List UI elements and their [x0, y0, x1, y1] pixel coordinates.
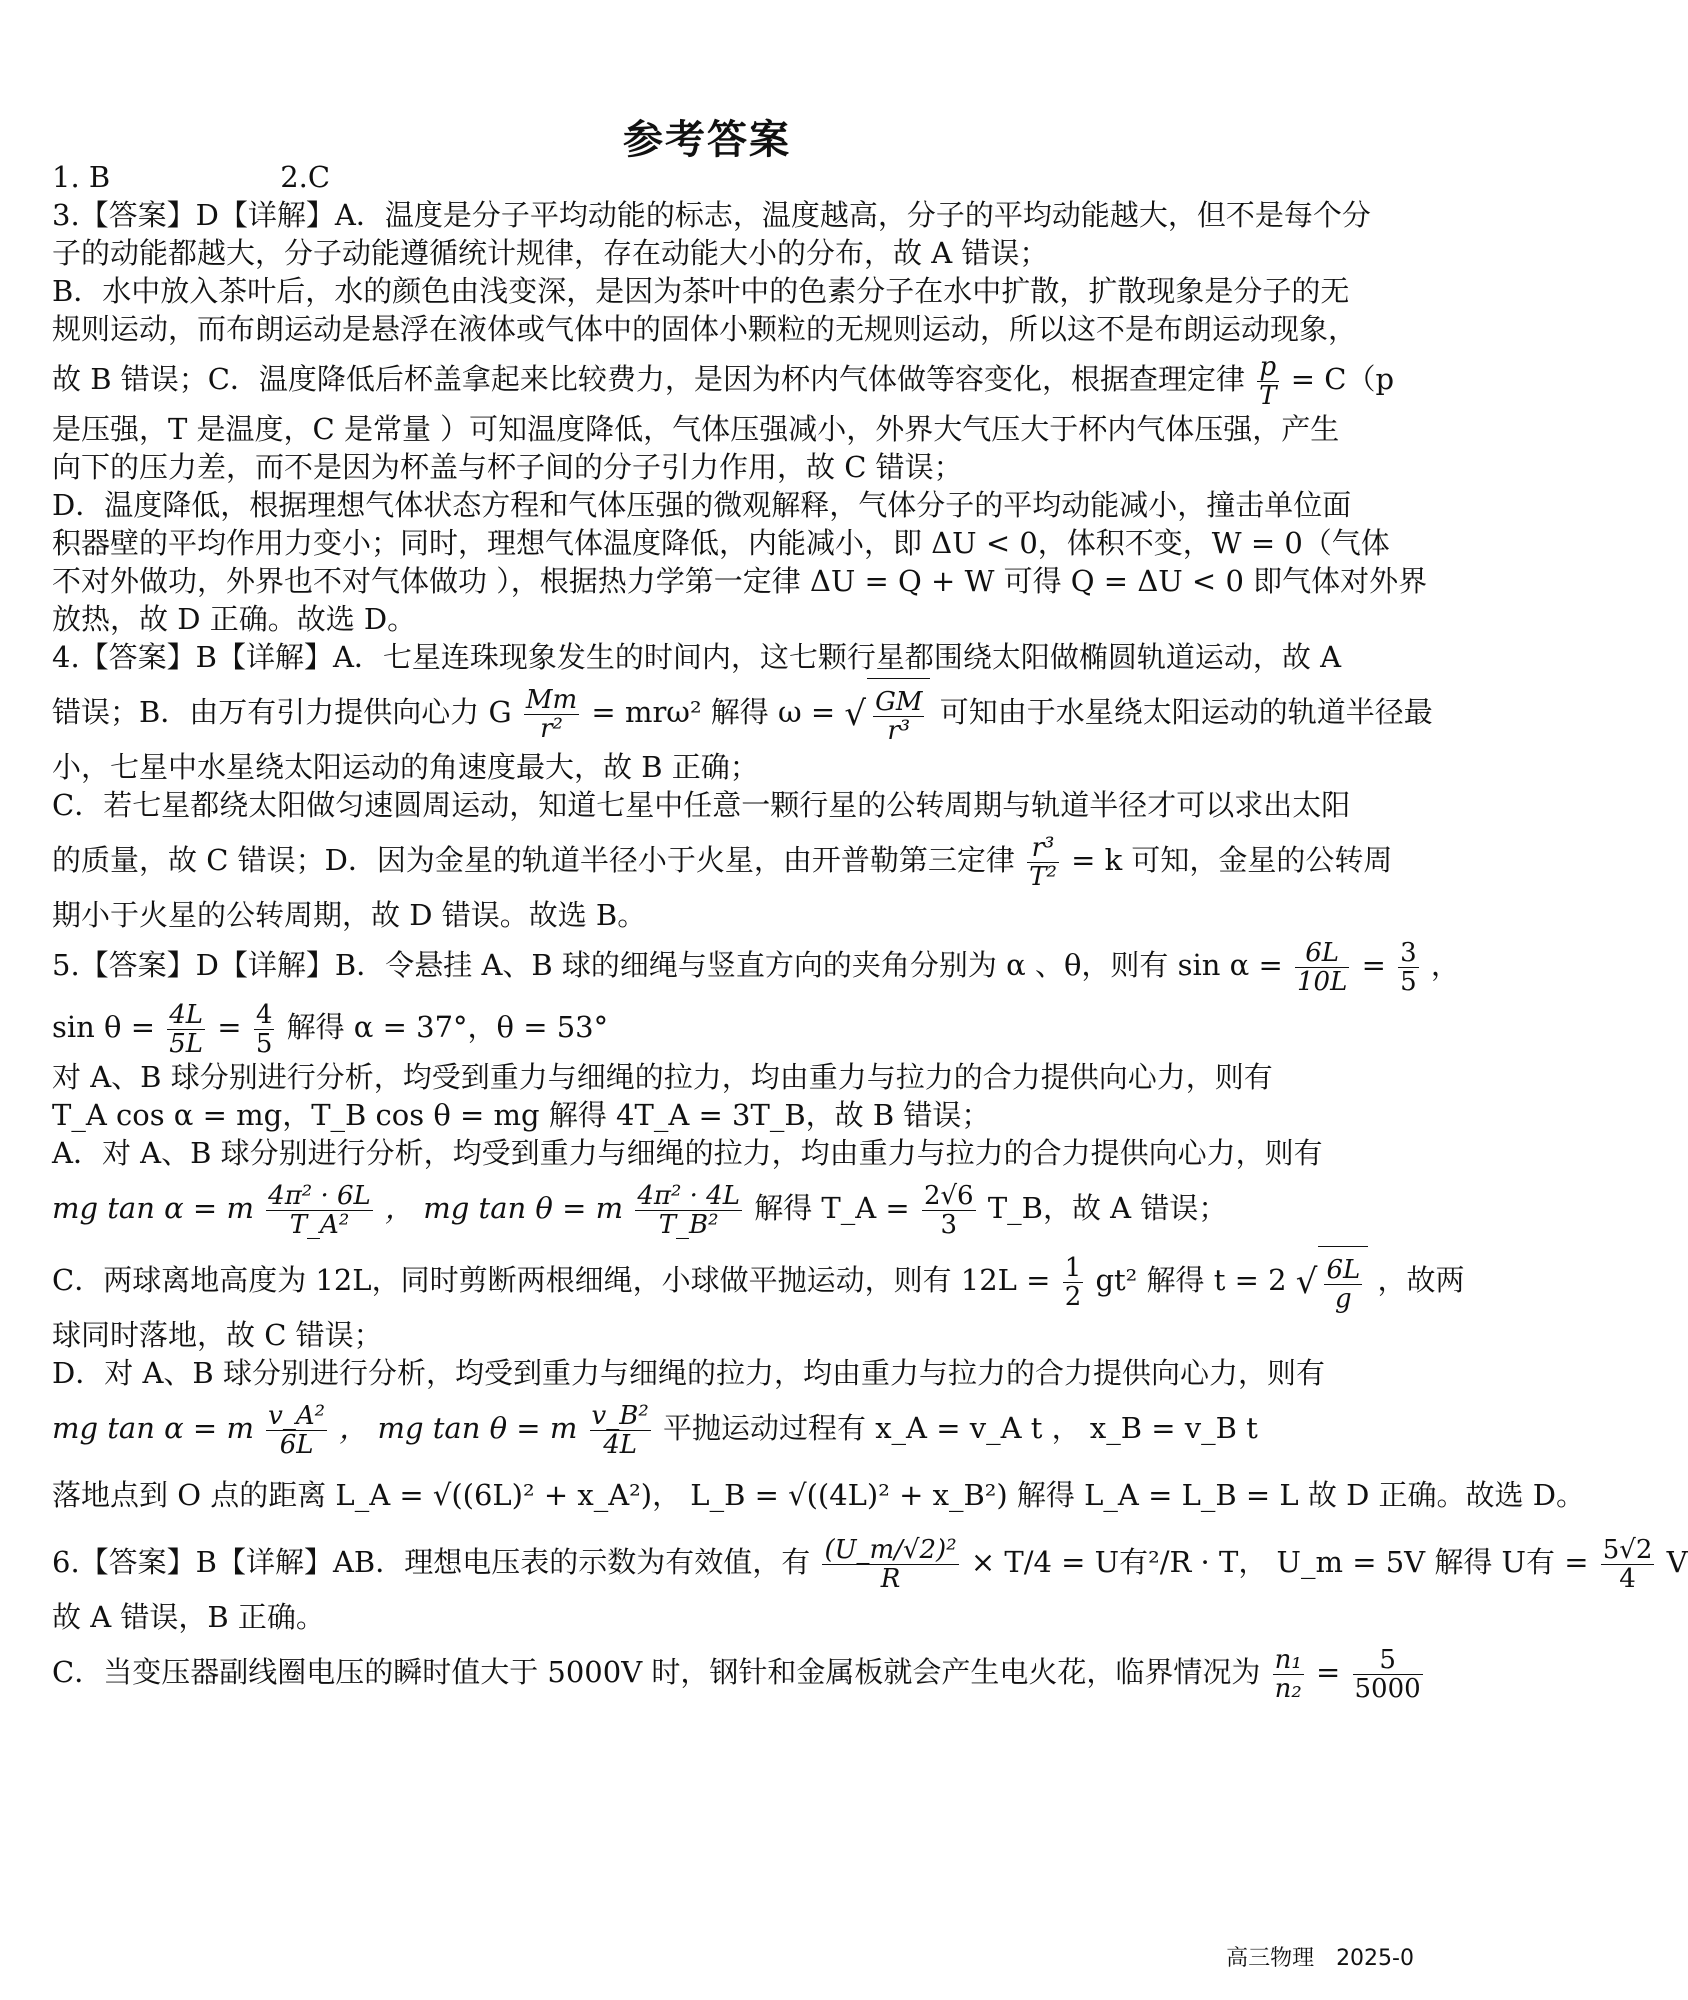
answer-line: 1. B 2.C — [52, 160, 331, 194]
page-title: 参考答案 — [623, 116, 791, 163]
answer-line: D．对 A、B 球分别进行分析，均受到重力与细绳的拉力，均由重力与拉力的合力提供向心力，则有 — [52, 1356, 1325, 1390]
fraction: $\frac{\text{4π² · 4L}}{\text{T\_B²}}$ — [637, 1180, 740, 1240]
answer-line: sin θ = $\frac{4L}{5L}$ = $\frac{4}{5}$ 解得 α = 37°，θ = 53° — [52, 999, 609, 1059]
answer-line: C．若七星都绕太阳做匀速圆周运动，知道七星中任意一颗行星的公转周期与轨道半径才可以求出太阳 — [52, 788, 1351, 822]
fraction: $\frac{5√2}{4}$ — [1602, 1534, 1653, 1594]
fraction: $\frac{2√6}{3}$ — [923, 1180, 974, 1240]
answer-line: 规则运动，而布朗运动是悬浮在液体或气体中的固体小颗粒的无规则运动，所以这不是布朗运动现象， — [52, 312, 1358, 346]
fraction: $\frac{6L}{10L}$ — [1297, 937, 1348, 997]
answer-line: C．两球离地高度为 12L，同时剪断两根细绳，小球做平抛运动，则有 12L = $\frac{1}{2}$ gt² 解得 t = 2 √ $\frac{6L}{g}$ ，故两 — [52, 1244, 1364, 1316]
answer-line: T_A cos α = mg，T_B cos θ = mg 解得 4T_A = 3T_B，故 B 错误； — [52, 1098, 991, 1132]
fraction: $\frac{\text{v\_B²}}{4L}$ — [591, 1400, 649, 1460]
fraction: $\frac{1}{2}$ — [1064, 1252, 1082, 1312]
answer-line: D．温度降低，根据理想气体状态方程和气体压强的微观解释，气体分子的平均动能减小，撞击单位面 — [52, 488, 1352, 522]
answer-line: mg tan α = m $\frac{\text{4π² · 6L}}{\text{T\_A²}}$ ， mg tan θ = m $\frac{\text{4π² · 4L}}{\text{T\_B²}}$ 解得 T_A = $\frac{2√6}{3}$ T_B，故 A 错误； — [52, 1180, 1228, 1240]
answer-line: 6.【答案】B【详解】AB．理想电压表的示数为有效值，有 $\frac{\text{(U\_m/√2)²}}{R}$ × T/4 = U有²/R · T， U_m = 5V 解得 U有 = $\frac{5√2}{4}$ V — [52, 1534, 1688, 1594]
fraction: $\frac{4L}{5L}$ — [169, 999, 204, 1059]
answer-line: A．对 A、B 球分别进行分析，均受到重力与细绳的拉力，均由重力与拉力的合力提供向心力，则有 — [52, 1136, 1323, 1170]
answer-line: 放热，故 D 正确。故选 D。 — [52, 602, 417, 636]
square-root: $\frac{GM}{\text{r³}}$ — [867, 678, 930, 751]
square-root: $\frac{6L}{g}$ — [1318, 1246, 1368, 1319]
answer-line: 是压强，T 是温度，C 是常量 ）可知温度降低，气体压强减小，外界大气压大于杯内气体压强，产生 — [52, 412, 1340, 446]
answer-line: B．水中放入茶叶后，水的颜色由浅变深，是因为茶叶中的色素分子在水中扩散，扩散现象是分子的无 — [52, 274, 1350, 308]
fraction: $\frac{4}{5}$ — [255, 999, 273, 1059]
answer-line: 小，七星中水星绕太阳运动的角速度最大，故 B 正确； — [52, 750, 759, 784]
fraction: $\frac{p}{T}$ — [1259, 351, 1277, 411]
fraction: $\frac{\text{v\_A²}}{6L}$ — [268, 1400, 326, 1460]
answer-line: 积器壁的平均作用力变小；同时，理想气体温度降低，内能减小，即 ΔU < 0，体积不变，W = 0（气体 — [52, 526, 1390, 560]
answer-line: 球同时落地，故 C 错误； — [52, 1318, 383, 1352]
answer-line: 向下的压力差，而不是因为杯盖与杯子间的分子引力作用，故 C 错误； — [52, 450, 963, 484]
answer-line: 3.【答案】D【详解】A．温度是分子平均动能的标志，温度越高，分子的平均动能越大，但不是每个分 — [52, 198, 1371, 232]
answer-line: 错误；B．由万有引力提供向心力 G $\frac{Mm}{\text{r²}}$ = mrω² 解得 ω = √ $\frac{GM}{\text{r³}}$ 可知由于水星绕太阳运动的轨道半径最 — [52, 676, 1364, 748]
answer-line: mg tan α = m $\frac{\text{v\_A²}}{6L}$ ， mg tan θ = m $\frac{\text{v\_B²}}{4L}$ 平抛运动过程有 x_A = v_A t ， x_B = v_B t — [52, 1400, 1258, 1460]
answer-line: 4.【答案】B【详解】A．七星连珠现象发生的时间内，这七颗行星都围绕太阳做椭圆轨道运动，故 A — [52, 640, 1342, 674]
page-footer: 高三物理 2025-0 — [1226, 1946, 1414, 1971]
answer-line: 5.【答案】D【详解】B．令悬挂 A、B 球的细绳与竖直方向的夹角分别为 α 、θ，则有 sin α = $\frac{6L}{10L}$ = $\frac{3}{5}$ ， — [52, 937, 1460, 997]
answer-line: 的质量，故 C 错误；D．因为金星的轨道半径小于火星，由开普勒第三定律 $\frac{\text{r³}}{\text{T²}}$ = k 可知，金星的公转周 — [52, 832, 1393, 892]
fraction: $\frac{5}{5000}$ — [1354, 1644, 1421, 1704]
answer-line: 落地点到 O 点的距离 L_A = √((6L)² + x_A²)， L_B = √((4L)² + x_B²) 解得 L_A = L_B = L 故 D 正确。故选 D。 — [52, 1478, 1586, 1512]
fraction: $\frac{\text{n₁}}{\text{n₂}}$ — [1274, 1644, 1302, 1704]
answer-line: 故 B 错误；C．温度降低后杯盖拿起来比较费力，是因为杯内气体做等容变化，根据查理定律 $\frac{p}{T}$ = C（p — [52, 351, 1395, 411]
answer-line: 期小于火星的公转周期，故 D 错误。故选 B。 — [52, 898, 647, 932]
answer-content — [52, 158, 1688, 1708]
answer-line: C．当变压器副线圈电压的瞬时值大于 5000V 时，钢针和金属板就会产生电火花，临界情况为 $\frac{\text{n₁}}{\text{n₂}}$ = $\frac{5}{5000}$ — [52, 1644, 1421, 1704]
fraction: $\frac{3}{5}$ — [1400, 937, 1417, 997]
answer-line: 故 A 错误，B 正确。 — [52, 1600, 325, 1634]
answer-line: 不对外做功，外界也不对气体做功 ），根据热力学第一定律 ΔU = Q + W 可得 Q = ΔU < 0 即气体对外界 — [52, 564, 1428, 598]
fraction: $\frac{\text{(U\_m/√2)²}}{R}$ — [824, 1534, 957, 1594]
answer-line: 对 A、B 球分别进行分析，均受到重力与细绳的拉力，均由重力与拉力的合力提供向心力，则有 — [52, 1060, 1273, 1094]
fraction: $\frac{Mm}{\text{r²}}$ — [525, 684, 578, 744]
fraction: $\frac{\text{r³}}{\text{T²}}$ — [1029, 832, 1057, 892]
fraction: $\frac{\text{4π² · 6L}}{\text{T\_A²}}$ — [268, 1180, 371, 1240]
answer-line: 子的动能都越大，分子动能遵循统计规律，存在动能大小的分布，故 A 错误； — [52, 236, 1049, 270]
